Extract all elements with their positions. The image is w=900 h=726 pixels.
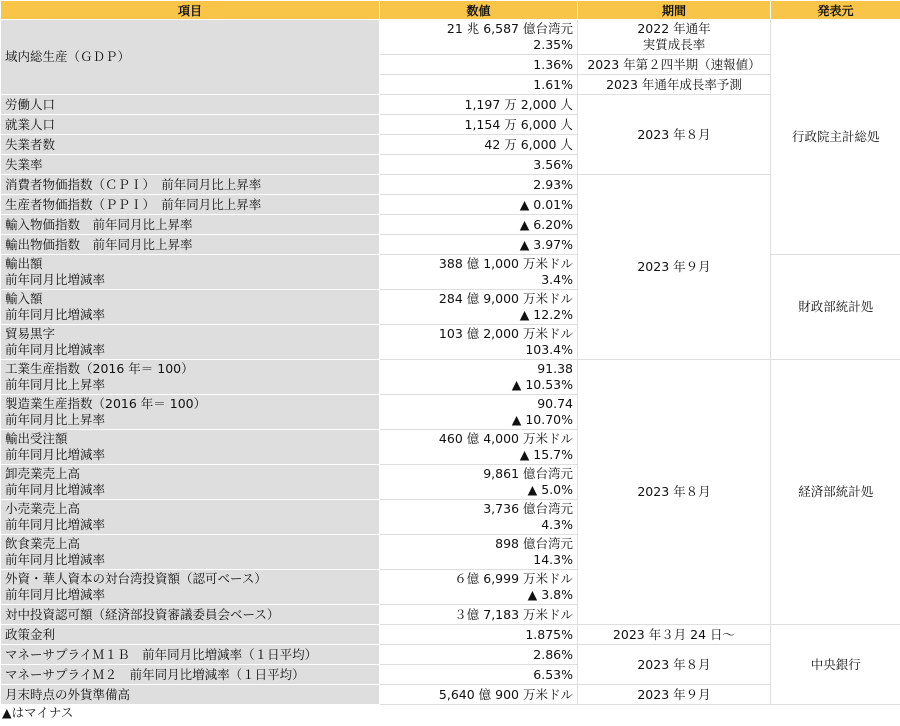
item-label: 失業者数 <box>5 136 56 152</box>
value-text: 1.36% <box>533 56 573 72</box>
item-cell <box>1 665 380 685</box>
period-text: 2023 年３月 24 日〜 <box>612 626 736 642</box>
value-text: 1,154 万 6,000 人 <box>464 116 573 132</box>
value-text: 21 兆 6,587 億台湾元 <box>446 21 573 36</box>
item-label: 小売業売上高 <box>5 501 81 516</box>
item-cell <box>1 570 380 605</box>
period-text: 2023 年第２四半期（速報値） <box>587 56 761 72</box>
value-cell <box>380 665 578 685</box>
value-text: ▲ 10.53% <box>511 377 573 392</box>
table-row <box>1 95 900 115</box>
item-label: 外資・華人資本の対台湾投資額（認可ベース） <box>5 571 267 586</box>
value-cell <box>380 430 578 465</box>
value-text: ▲ 10.70% <box>511 412 573 427</box>
value-text: ▲ 0.01% <box>519 196 573 212</box>
value-text: 6.53% <box>533 666 573 682</box>
value-text: 1.875% <box>525 626 573 642</box>
item-label: 前年同月比増減率 <box>5 552 106 567</box>
value-cell <box>380 605 578 625</box>
item-label: 前年同月比増減率 <box>5 307 106 322</box>
period-cell <box>578 55 771 75</box>
value-cell <box>380 535 578 570</box>
source-cell: 財政部統計処 <box>771 255 900 360</box>
value-cell <box>380 215 578 235</box>
value-cell <box>380 290 578 325</box>
value-text: 4.3% <box>541 517 573 532</box>
value-text: 103 億 2,000 万米ドル <box>438 326 573 341</box>
item-label: マネーサプライＭ２ 前年同月比増減率（１日平均） <box>5 666 305 682</box>
value-cell <box>380 235 578 255</box>
period-cell <box>578 20 771 55</box>
value-text: ▲ 3.8% <box>527 587 573 602</box>
value-text: ▲ 15.7% <box>519 447 573 462</box>
item-label: 対中投資認可額（経済部投資審議委員会ベース） <box>5 606 280 622</box>
period-cell <box>578 95 771 175</box>
value-cell <box>380 195 578 215</box>
period-text: 2023 年９月 <box>637 259 711 274</box>
period-text: 実質成長率 <box>642 37 706 52</box>
table-row <box>1 360 900 395</box>
value-text: 103.4% <box>525 342 573 357</box>
item-label: 輸入物価指数 前年同月比上昇率 <box>5 216 193 232</box>
header-value: 数値 <box>380 1 578 20</box>
item-label: 消費者物価指数（ＣＰＩ） 前年同月比上昇率 <box>5 176 262 192</box>
item-cell <box>1 430 380 465</box>
value-text: 1,197 万 2,000 人 <box>464 96 573 112</box>
value-text: ▲ 12.2% <box>519 307 573 322</box>
item-label: 工業生産指数（2016 年＝ 100） <box>5 361 194 376</box>
value-cell <box>380 500 578 535</box>
item-label: 域内総生産（ＧＤＰ） <box>5 49 131 64</box>
value-cell <box>380 95 578 115</box>
value-text: 5,640 億 900 万米ドル <box>438 686 573 702</box>
table-row <box>1 645 900 665</box>
item-label: 前年同月比上昇率 <box>5 412 106 427</box>
value-cell <box>380 325 578 360</box>
value-cell <box>380 395 578 430</box>
item-cell <box>1 20 380 95</box>
value-text: 3,736 億台湾元 <box>483 501 573 516</box>
header-source: 発表元 <box>771 1 900 20</box>
period-cell <box>578 685 771 705</box>
item-label: 前年同月比増減率 <box>5 482 106 497</box>
period-cell <box>578 75 771 95</box>
value-text: 460 億 4,000 万米ドル <box>438 431 573 446</box>
item-cell <box>1 625 380 645</box>
value-text: ３億 7,183 万米ドル <box>454 606 573 622</box>
period-cell <box>578 625 771 645</box>
item-cell <box>1 255 380 290</box>
value-text: ▲ 5.0% <box>527 482 573 497</box>
header-row <box>1 1 900 20</box>
item-cell <box>1 95 380 115</box>
value-text: 9,861 億台湾元 <box>483 466 573 481</box>
item-cell <box>1 135 380 155</box>
item-label: 製造業生産指数（2016 年＝ 100） <box>5 396 207 411</box>
item-cell <box>1 115 380 135</box>
value-text: 3.4% <box>541 272 573 287</box>
value-cell <box>380 175 578 195</box>
source-cell: 中央銀行 <box>771 625 900 705</box>
period-text: 2022 年通年 <box>637 21 711 36</box>
value-text: 3.56% <box>533 156 573 172</box>
period-cell <box>578 645 771 685</box>
value-text: 2.93% <box>533 176 573 192</box>
value-text: ▲ 6.20% <box>519 216 573 232</box>
item-label: 前年同月比増減率 <box>5 447 106 462</box>
value-cell <box>380 135 578 155</box>
value-text: 284 億 9,000 万米ドル <box>438 291 573 306</box>
item-cell <box>1 175 380 195</box>
value-text: ▲ 3.97% <box>519 236 573 252</box>
value-text: 1.61% <box>533 76 573 92</box>
footnote: ▲はマイナス <box>2 705 74 720</box>
value-cell <box>380 155 578 175</box>
value-cell <box>380 20 578 55</box>
period-text: 2023 年通年成長率予測 <box>606 76 742 92</box>
period-text: 2023 年８月 <box>637 484 711 499</box>
table-row <box>1 685 900 705</box>
item-label: 卸売業売上高 <box>5 466 81 481</box>
value-text: 2.86% <box>533 646 573 662</box>
item-cell <box>1 195 380 215</box>
item-label: 輸入額 <box>5 291 43 306</box>
table-row <box>1 175 900 195</box>
header-item: 項目 <box>1 1 380 20</box>
item-cell <box>1 215 380 235</box>
item-cell <box>1 360 380 395</box>
item-label: 就業人口 <box>5 116 56 132</box>
value-cell <box>380 55 578 75</box>
item-label: 輸出受注額 <box>5 431 68 446</box>
value-cell <box>380 625 578 645</box>
item-cell <box>1 535 380 570</box>
item-cell <box>1 605 380 625</box>
item-label: 月末時点の外貨準備高 <box>5 686 131 702</box>
period-text: 2023 年９月 <box>637 686 711 702</box>
item-label: 貿易黒字 <box>5 326 56 341</box>
item-cell <box>1 235 380 255</box>
item-label: 前年同月比増減率 <box>5 517 106 532</box>
value-cell <box>380 645 578 665</box>
item-cell <box>1 685 380 705</box>
period-text: 2023 年８月 <box>637 656 711 672</box>
item-label: 政策金利 <box>5 626 56 642</box>
item-label: 輸出物価指数 前年同月比上昇率 <box>5 236 193 252</box>
item-label: 生産者物価指数（ＰＰＩ） 前年同月比上昇率 <box>5 196 262 212</box>
period-cell <box>578 360 771 625</box>
period-cell <box>578 175 771 360</box>
item-label: マネーサプライＭ１Ｂ 前年同月比増減率（１日平均） <box>5 646 318 662</box>
value-text: 388 億 1,000 万米ドル <box>438 256 573 271</box>
value-cell <box>380 115 578 135</box>
period-text: 2023 年８月 <box>637 126 711 142</box>
item-label: 労働人口 <box>5 96 56 112</box>
item-cell <box>1 290 380 325</box>
item-cell <box>1 155 380 175</box>
value-text: 2.35% <box>533 37 573 52</box>
value-text: 91.38 <box>537 361 573 376</box>
source-cell: 行政院主計総処 <box>771 20 900 255</box>
value-text: 898 億台湾元 <box>495 536 573 551</box>
value-text: 42 万 6,000 人 <box>484 136 573 152</box>
header-period: 期間 <box>578 1 771 20</box>
value-cell <box>380 360 578 395</box>
item-label: 前年同月比増減率 <box>5 342 106 357</box>
value-text: 90.74 <box>537 396 573 411</box>
value-cell <box>380 465 578 500</box>
item-cell <box>1 645 380 665</box>
item-cell <box>1 395 380 430</box>
item-label: 前年同月比上昇率 <box>5 377 106 392</box>
item-label: 失業率 <box>5 156 43 172</box>
item-cell <box>1 325 380 360</box>
value-cell <box>380 685 578 705</box>
source-cell: 経済部統計処 <box>771 360 900 625</box>
value-text: 14.3% <box>533 552 573 567</box>
item-cell <box>1 500 380 535</box>
table-row <box>1 625 900 645</box>
item-label: 飲食業売上高 <box>5 536 81 551</box>
value-cell <box>380 255 578 290</box>
item-label: 前年同月比増減率 <box>5 272 106 287</box>
item-label: 前年同月比増減率 <box>5 587 106 602</box>
value-cell <box>380 75 578 95</box>
item-cell <box>1 465 380 500</box>
table-row <box>1 20 900 55</box>
value-cell <box>380 570 578 605</box>
item-label: 輸出額 <box>5 256 43 271</box>
value-text: ６億 6,999 万米ドル <box>454 571 573 586</box>
